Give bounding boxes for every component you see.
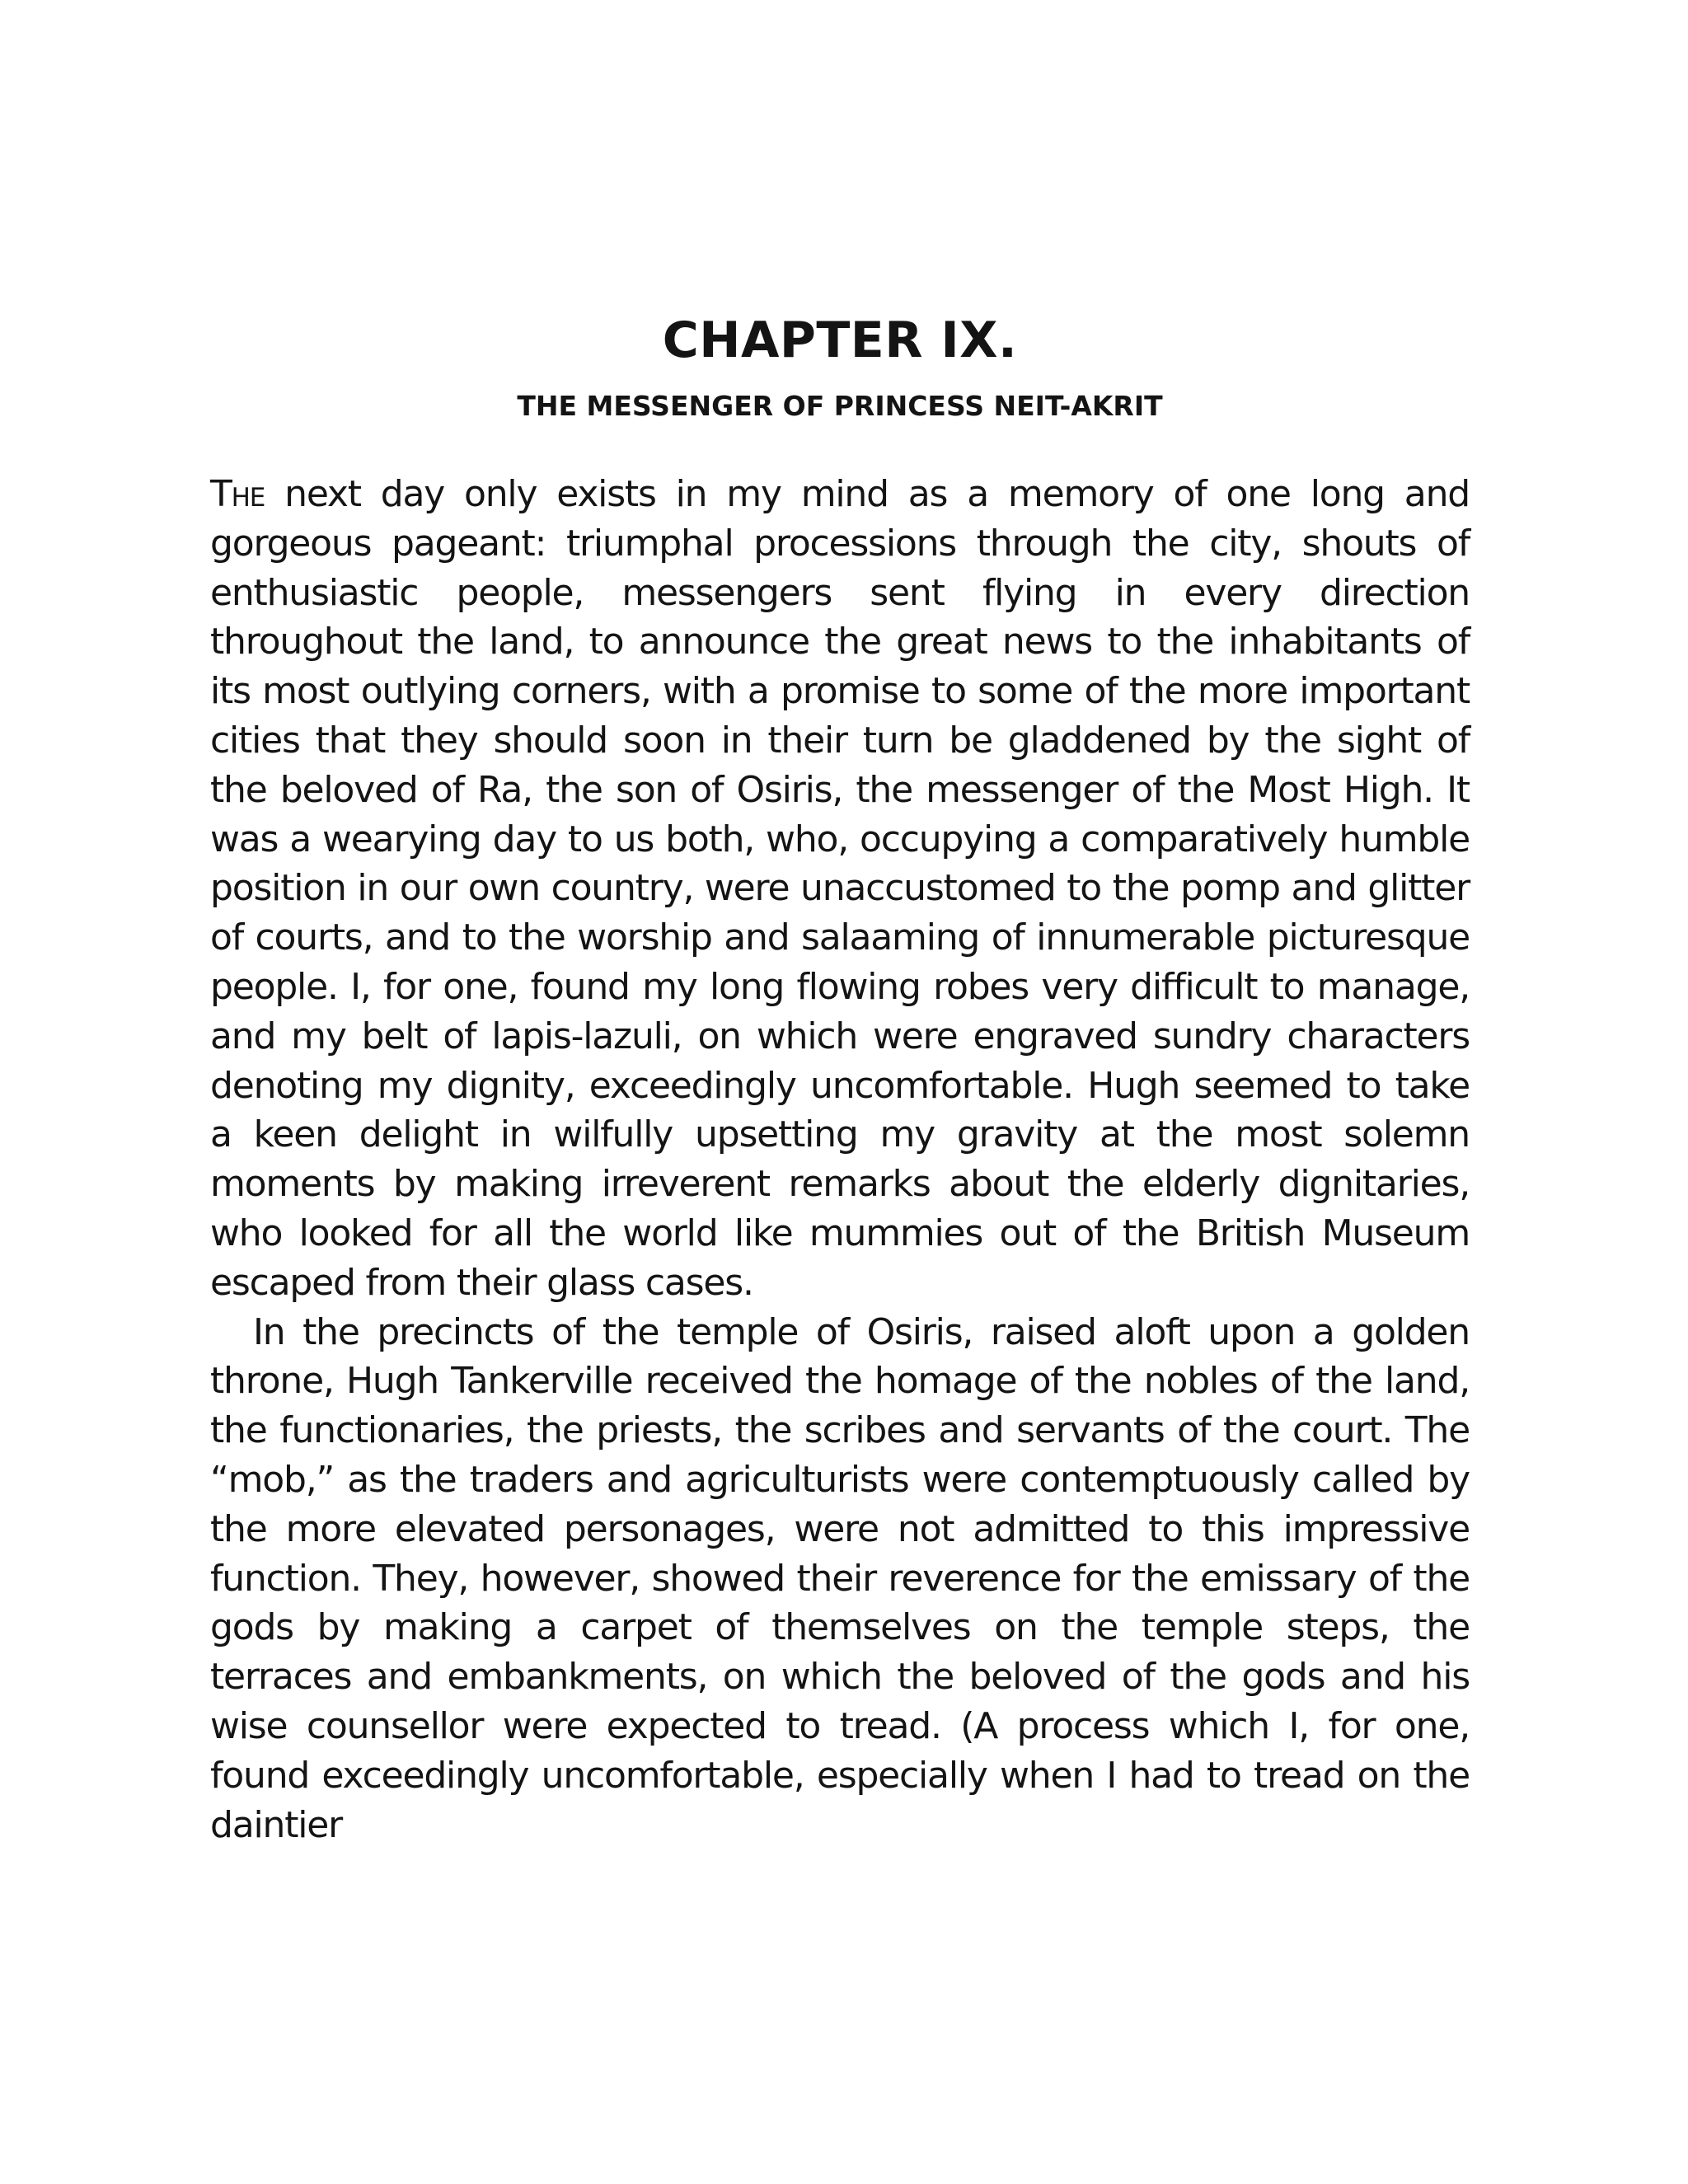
chapter-title: CHAPTER IX. xyxy=(662,312,1018,369)
paragraph-2 xyxy=(210,1308,1470,1850)
paragraph-1 xyxy=(210,470,1470,1308)
paragraph-1-text: next day only exists in my mind as a memory of one long and gorgeous pageant: triumphal processions through the city, shouts of enthusiastic people, messengers sent flying in every direction throughout the land, to announce the great news to the inhabitants of its most outlying corners, with a promise to some of the more important cities that they should soon in their turn be gladdened by the sight of the beloved of Ra, the son of Osiris, the messenger of the Most High. It was a wearying day to us both, who, occupying a comparatively humble position in our own country, were unaccustomed to the pomp and glitter of courts, and to the worship and salaaming of innumerable picturesque people. I, for one, found my long flowing robes very difficult to manage, and my belt of lapis-lazuli, on which were engraved sundry characters denoting my dignity, exceedingly uncomfortable. Hugh seemed to take a keen delight in wilfully upsetting my gravity at the most solemn moments by making irreverent remarks about the elderly dignitaries, who looked for all the world like mummies out of the British Museum escaped from their glass cases. xyxy=(210,473,1470,1304)
paragraph-2-text: In the precincts of the temple of Osiris, raised aloft upon a golden throne, Hugh Tankerville received the homage of the nobles of the land, the functionaries, the priests, the scribes and servants of the court. The “mob,” as the traders and agriculturists were contemptuously called by the more elevated personages, were not admitted to this impressive function. They, however, showed their reverence for the emissary of the gods by making a carpet of themselves on the temple steps, the terraces and embankments, on which the beloved of the gods and his wise counsellor were expected to tread. (A process which I, for one, found exceedingly uncomfortable, especially when I had to tread on the daintier xyxy=(210,1310,1470,1846)
book-page xyxy=(210,305,1470,1849)
chapter-subtitle: THE MESSENGER OF PRINCESS NEIT-AKRIT xyxy=(517,390,1163,422)
paragraph-1-opening-word: The xyxy=(210,473,265,515)
